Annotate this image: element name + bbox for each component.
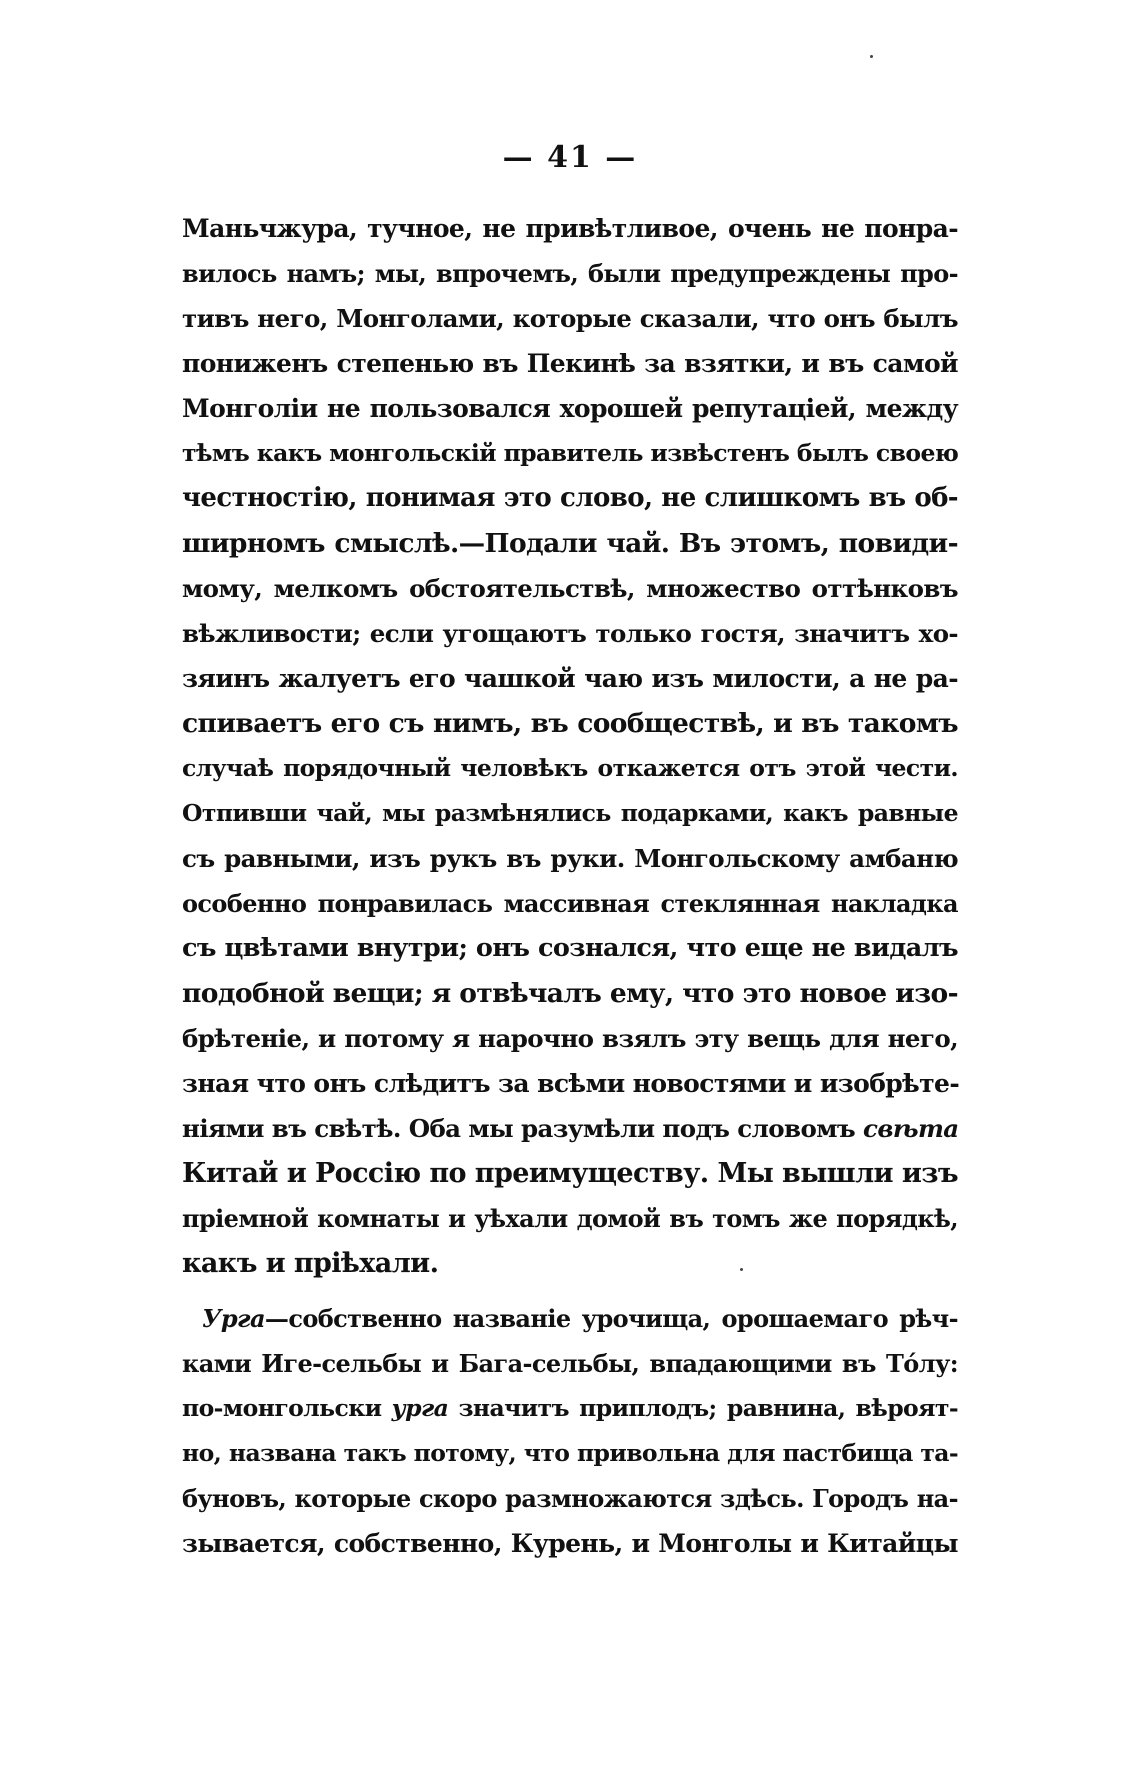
text-line: тѣмъ какъ монгольскій правитель извѣстенъ былъ своею	[182, 439, 959, 467]
text-line	[182, 1296, 958, 1341]
paragraph-1	[182, 206, 958, 1286]
text-segment: ніями въ свѣтѣ. Оба мы разумѣли подъ словомъ	[182, 1114, 864, 1143]
text-line: вилось намъ; мы, впрочемъ, были предупреждены про-	[182, 259, 958, 288]
text-line: честностію, понимая это слово, не слишкомъ въ об-	[182, 483, 958, 513]
text-line-last: какъ и пріѣхали.	[182, 1248, 439, 1279]
text-line: съ равными, изъ рукъ въ руки. Монгольскому амбаню	[182, 844, 958, 873]
ink-speck	[740, 1268, 743, 1271]
italic-word: урга	[391, 1394, 449, 1422]
text-line: Маньчжура, тучное, не привѣтливое, очень не понра-	[182, 214, 958, 243]
text-line: подобной вещи; я отвѣчалъ ему, что это новое изо-	[182, 978, 958, 1009]
italic-word: свѣта	[863, 1114, 959, 1143]
text-line: ками Иге-сельбы и Бага-сельбы, впадающими въ Тóлу:	[182, 1349, 958, 1378]
text-line: зяинъ жалуетъ его чашкой чаю изъ милости, а не ра-	[182, 664, 958, 693]
text-segment: по-монгольски	[182, 1394, 392, 1422]
text-line: Монголіи не пользовался хорошей репутаціей, между	[182, 394, 958, 423]
text-line: спиваетъ его съ нимъ, въ сообществѣ, и въ такомъ	[182, 708, 958, 739]
page-number: — 41 —	[502, 140, 638, 175]
text-line: Отпивши чай, мы размѣнялись подарками, какъ равные	[182, 799, 958, 827]
text-line	[182, 1386, 958, 1431]
text-line: Китай и Россію по преимуществу. Мы вышли изъ	[182, 1158, 958, 1189]
text-line: мому, мелкомъ обстоятельствѣ, множество оттѣнковъ	[182, 574, 958, 603]
text-line: вѣжливости; если угощаютъ только гостя, значитъ хо-	[182, 619, 958, 648]
text-line: тивъ него, Монголами, которые сказали, что онъ былъ	[182, 304, 958, 333]
text-line: случаѣ порядочный человѣкъ откажется отъ этой чести.	[182, 754, 958, 782]
paragraph-2	[182, 1296, 958, 1566]
italic-word: Урга	[202, 1304, 265, 1333]
text-segment: —собственно названіе урочища, орошаемаго рѣч-	[264, 1304, 958, 1333]
text-line: пониженъ степенью въ Пекинѣ за взятки, и въ самой	[182, 349, 958, 378]
text-segment: значитъ приплодъ; равнина, вѣроят-	[448, 1394, 958, 1422]
text-line: но, названа такъ потому, что привольна для пастбища та-	[182, 1439, 959, 1467]
text-line	[182, 1106, 958, 1151]
text-line: буновъ, которые скоро размножаются здѣсь. Городъ на-	[182, 1484, 958, 1513]
text-line: ширномъ смыслѣ.—Подали чай. Въ этомъ, повиди-	[182, 528, 958, 559]
text-line: зывается, собственно, Курень, и Монголы и Китайцы	[182, 1529, 958, 1558]
text-line: особенно понравилась массивная стеклянная накладка	[182, 889, 958, 918]
text-line: пріемной комнаты и уѣхали домой въ томъ же порядкѣ,	[182, 1204, 958, 1233]
text-line: брѣтеніе, и потому я нарочно взялъ эту вещь для него,	[182, 1024, 958, 1053]
text-line: съ цвѣтами внутри; онъ сознался, что еще не видалъ	[182, 933, 958, 963]
ink-speck	[870, 55, 873, 58]
text-line: зная что онъ слѣдитъ за всѣми новостями и изобрѣте-	[182, 1069, 960, 1098]
